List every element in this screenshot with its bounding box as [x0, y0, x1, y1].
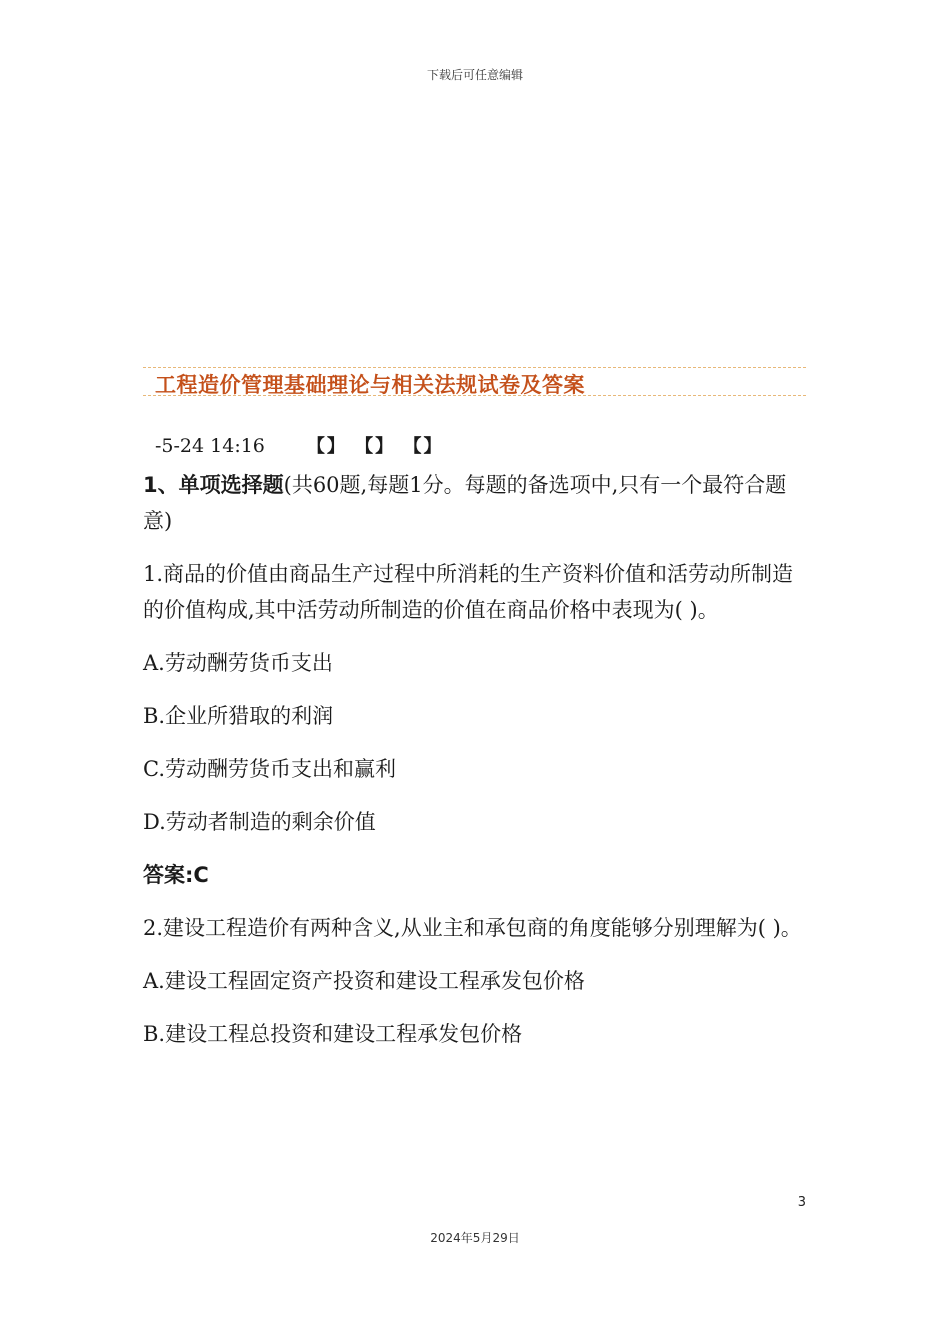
question-1: 1.商品的价值由商品生产过程中所消耗的生产资料价值和活劳动所制造的价值构成,其中活劳动所制造的价值在商品价格中表现为( )。: [143, 562, 794, 622]
question-2-option-a: A.建设工程固定资产投资和建设工程承发包价格: [143, 969, 585, 993]
section-heading-rest: (共60题,每题1分。每题的备选项中,只有一个最符合题意): [143, 473, 787, 533]
question-2: 2.建设工程造价有两种含义,从业主和承包商的角度能够分别理解为( )。: [143, 916, 802, 940]
bracket-placeholders: 【】 【】 【】: [306, 436, 444, 457]
question-2-option-b: B.建设工程总投资和建设工程承发包价格: [143, 1022, 523, 1046]
page-title: 工程造价管理基础理论与相关法规试卷及答案: [155, 373, 585, 397]
header-note: 下载后可任意编辑: [426, 68, 523, 82]
document-body: [143, 467, 808, 1069]
question-1-option-d: D.劳动者制造的剩余价值: [143, 810, 376, 834]
title-box: [143, 367, 806, 396]
section-heading-bold: 1、单项选择题: [143, 473, 284, 497]
page-number: 3: [797, 1195, 806, 1210]
footer-date: 2024年5月29日: [430, 1231, 520, 1245]
date-time: -5-24 14:16: [155, 435, 265, 457]
question-1-option-b: B.企业所猎取的利润: [143, 704, 334, 728]
question-1-answer: 答案:C: [143, 863, 209, 887]
date-line: [155, 432, 443, 458]
question-1-option-a: A.劳动酬劳货币支出: [143, 651, 333, 675]
section-heading: [143, 467, 808, 539]
question-1-option-c: C.劳动酬劳货币支出和赢利: [143, 757, 396, 781]
